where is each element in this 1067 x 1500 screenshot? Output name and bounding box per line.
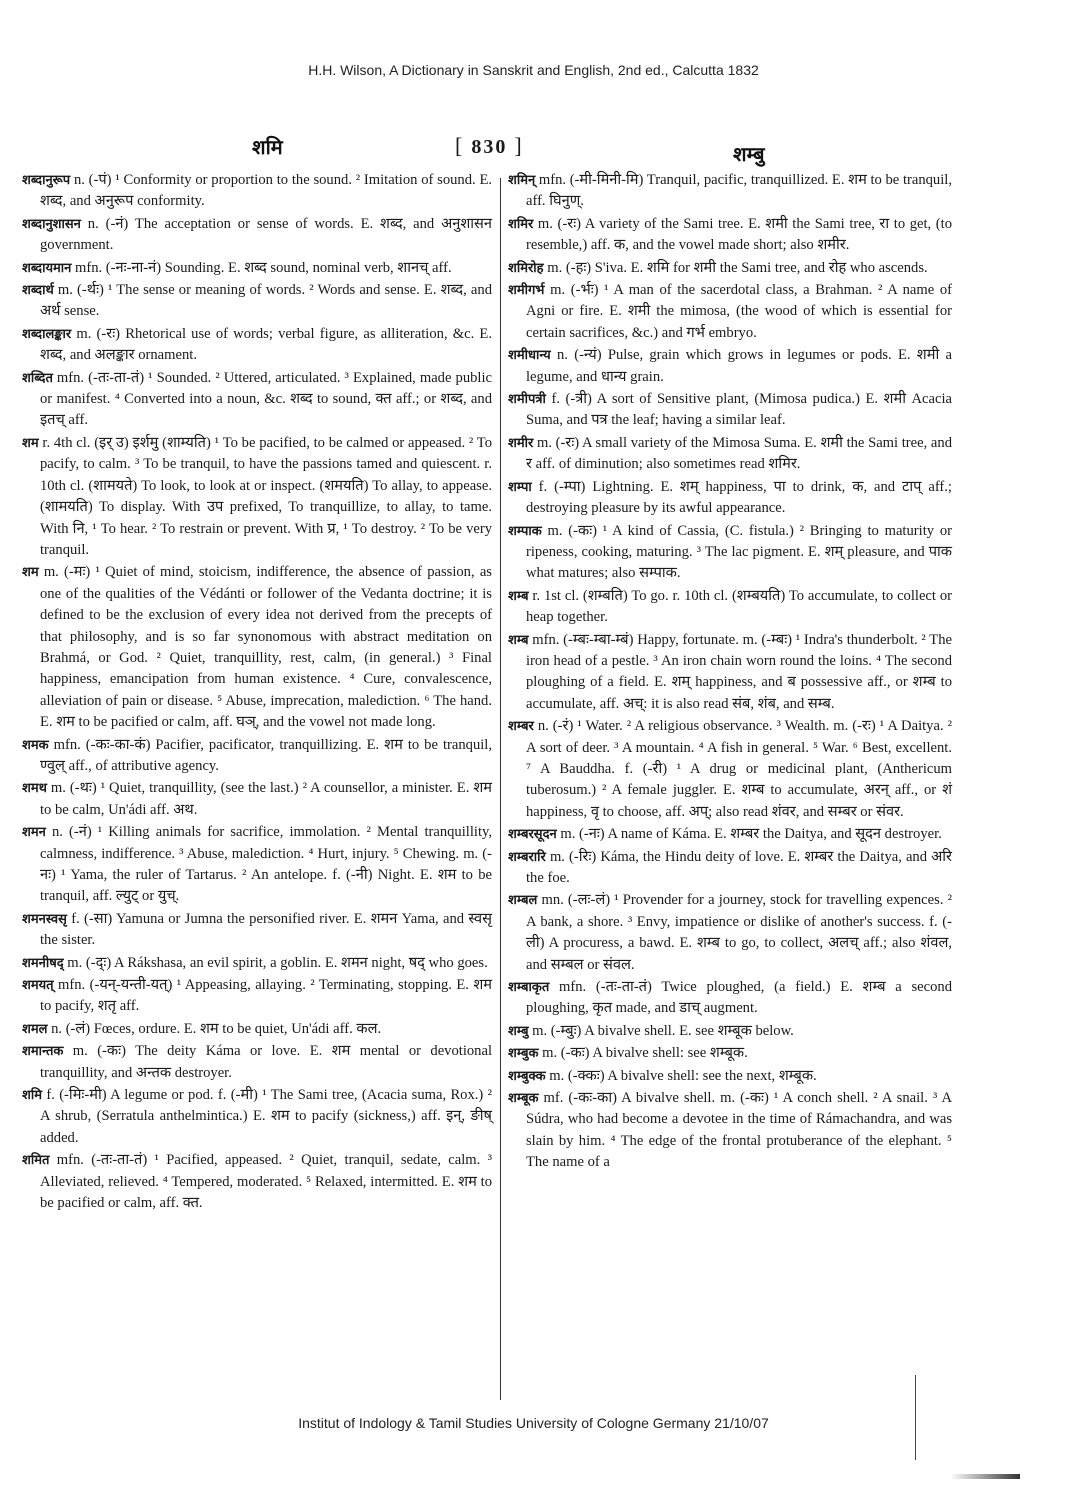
dictionary-entry [22,1041,492,1084]
entry-headword: शम्बल [508,893,538,909]
running-head-right: शम्बु [733,144,765,166]
entry-definition: m. (-रः) A small variety of the Mimosa Suma. E. शमी the Sami tree, and र aff. of diminution; also sometimes read शमिर. [526,434,952,473]
entry-headword: शब्दार्थ [22,283,54,299]
entry-headword: शमन [22,825,46,841]
entry-definition: f. (-मिः-मी) A legume or pod. f. (-मी) ¹ The Sami tree, (Acacia suma, Rox.) ² A shrub, (Serratula anthelmintica.) E. शम to pacify (sickness,) aff. इन्, ङीष् added. [40,1087,493,1146]
entry-definition: n. (-न्यं) Pulse, grain which grows in legumes or pods. E. शमी a legume, and धान्य grain. [526,347,952,385]
entry-headword: शम [22,435,39,451]
dictionary-entry [22,280,492,323]
entry-headword: शमक [22,737,49,753]
bracket-open: [ [455,133,465,158]
entry-headword: शमिरोह [508,260,544,276]
dictionary-entry [508,477,952,520]
page-number-block [455,133,524,159]
entry-definition: m. (-रिः) Káma, the Hindu deity of love. E. शम्बर the Daitya, and अरि the foe. [526,848,952,886]
dictionary-entry [22,368,492,432]
entry-definition: f. (-सा) Yamuna or Jumna the personified river. E. शमन Yama, and स्वसृ the sister. [40,910,493,949]
entry-headword: शमथ [22,781,47,797]
dictionary-entry [508,170,952,213]
entry-headword: शम्पा [508,479,532,495]
entry-definition: m. (-नः) A name of Káma. E. शम्बर the Daitya, and सूदन destroyer. [560,826,942,843]
entry-headword: शमान्तक [22,1044,64,1060]
dictionary-entry [508,977,952,1020]
entry-definition: m. (-म्बुः) A bivalve shell. E. see शम्बूक below. [532,1022,794,1039]
entry-headword: शमिन् [508,173,536,188]
entry-definition: mfn. (-तः-ता-तं) ¹ Sounded. ² Uttered, articulated. ³ Explained, made public or manifest. ⁴ Converted into a noun, &c. शब्द to sound, क्त aff.; or शब्द, and इतच् aff. [40,369,492,429]
dictionary-entry [508,1066,952,1087]
dictionary-entry [22,258,492,279]
entry-definition: mfn. (-म्बः-म्बा-म्बं) Happy, fortunate. m. (-म्बः) ¹ Indra's thunderbolt. ² The iron head of a pestle. ³ An iron chain worn round the loins. ⁴ The second ploughing of a field. E. शम् happiness, and ब possessive aff., or शम्ब to accumulate, aff. अच्: it is also read संब, शंब, and सम्ब. [526,631,952,712]
dictionary-entry [22,1019,492,1040]
entry-headword: शम्ब [508,588,529,604]
dictionary-entry [508,258,952,279]
running-head-left: शमि [252,137,283,159]
entry-definition: r. 1st cl. (शम्बति) To go. r. 10th cl. (शम्बयति) To accumulate, to collect or heap together. [526,587,952,626]
entry-definition: mfn. (-तः-ता-तं) ¹ Pacified, appeased. ² Quiet, tranquil, sedate, calm. ³ Alleviated, relieved. ⁴ Tempered, moderated. ⁵ Relaxed, intermitted. E. शम to be pacified or calm, aff. क्त. [40,1152,492,1212]
entry-headword: शमल [22,1021,48,1037]
entry-headword: शमीधान्य [508,348,551,364]
entry-definition: mf. (-कः-का) A bivalve shell. m. (-कः) ¹ A conch shell. ² A snail. ³ A Súdra, who had become a devotee in the time of Rámachandra, and was slain by him. ⁴ The edge of the frontal protuberance of the elephant. ⁵ The name of a [526,1090,952,1171]
entry-headword: शब्दानुशासन [22,216,81,232]
entry-headword: शम्बुक [508,1046,539,1062]
entry-definition: mfn. (-नः-ना-नं) Sounding. E. शब्द sound, nominal verb, शानच् aff. [75,259,452,276]
entry-definition: m. (-मः) ¹ Quiet of mind, stoicism, indifference, the absence of passion, as one of the qualities of the Védánti or follower of the Vedanta doctrine; it is defined to be the exclusion of every idea not derived from the precepts of that philosophy, and is so far synonomous with abstract meditation on Brahmá, or God. ² Quiet, tranquillity, rest, calm, (in general.) ³ Final happiness, emancipation from human existence. ⁴ Cure, convalescence, alleviation of pain or disease. ⁵ Abuse, imprecation, malediction. ⁶ The hand. E. शम to be pacified or calm, aff. घञ्, and the vowel not made long. [40,564,492,731]
source-citation: H.H. Wilson, A Dictionary in Sanskrit and English, 2nd ed., Calcutta 1832 [308,62,759,78]
entry-definition: mfn. (-कः-का-कं) Pacifier, pacificator, tranquillizing. E. शम to be tranquil, ण्वुल् aff., of attributive agency. [40,736,492,774]
entry-headword: शम्बाकृत [508,980,550,996]
entry-headword: शम्बरारि [508,849,546,865]
entry-definition: m. (-थः) ¹ Quiet, tranquillity, (see the last.) ² A counsellor, a minister. E. शम to be calm, Un'ádi aff. अथ. [40,780,492,818]
entry-definition: n. (-पं) ¹ Conformity or proportion to the sound. ² Imitation of sound. E. शब्द, and अनुरूप conformity. [40,172,493,210]
entry-definition: mn. (-लः-लं) ¹ Provender for a journey, stock for travelling expences. ² A bank, a shore. ³ Envy, impatience or dislike of another's success. f. (-ली) A procuress, a bawd. E. शम्ब to go, to collect, अलच् aff.; also शंवल, and सम्बल or संवल. [526,892,952,973]
entry-definition: n. (-लं) Fœces, ordure. E. शम to be quiet, Un'ádi aff. कल. [51,1020,382,1037]
column-divider [500,178,501,1400]
entry-headword: शब्दायमान [22,260,72,276]
right-column [508,170,952,1175]
dictionary-entry [508,586,952,629]
entry-definition: m. (-कः) The deity Káma or love. E. शम mental or devotional tranquillity, and अन्तक destroyer. [40,1043,492,1081]
dictionary-entry [508,1043,952,1064]
entry-headword: शमयत् [22,978,54,994]
entry-definition: m. (-रः) Rhetorical use of words; verbal figure, as alliteration, &c. E. शब्द, and अलङ्कार ornament. [40,325,492,364]
entry-headword: शम्बु [508,1023,529,1039]
entry-definition: m. (-रः) A variety of the Sami tree. E. शमी the Sami tree, रा to get, (to resemble,) aff. क, and the vowel made short; also शमीर. [526,215,953,254]
entry-definition: m. (-कः) ¹ A kind of Cassia, (C. fistula.) ² Bringing to maturity or ripeness, cooking, maturing. ³ The lac pigment. E. शम् pleasure, and पाक what matures; also सम्पाक. [526,522,952,582]
entry-definition: mfn. (-तः-ता-तं) Twice ploughed, (a field.) E. शम्ब a second ploughing, कृत made, and डाच् augment. [526,979,952,1017]
entry-headword: शमित [22,1153,50,1169]
dictionary-entry [22,324,492,367]
dictionary-entry [22,735,492,778]
dictionary-entry [508,890,952,976]
entry-headword: शमनीषद् [22,955,64,971]
entry-headword: शम्बर [508,719,534,735]
scan-smudge [950,1474,1020,1479]
entry-definition: f. (-म्पा) Lightning. E. शम् happiness, पा to drink, क, and टाप् aff.; destroying pleasure by its awful appearance. [526,478,952,517]
dictionary-entry [508,433,952,476]
dictionary-entry [508,824,952,845]
entry-headword: शम्बुक्क [508,1068,546,1084]
dictionary-entry [22,562,492,733]
dictionary-entry [508,716,952,823]
dictionary-entry [22,433,492,561]
dictionary-entry [22,214,492,257]
dictionary-entry [508,389,952,432]
entry-definition: m. (-र्भः) ¹ A man of the sacerdotal class, a Brahman. ² A name of Agni or fire. E. शमी the mimosa, (the wood of which is essential for certain sacrifices, &c.) and गर्भ embryo. [526,282,952,341]
entry-headword: शमीगर्भ [508,283,545,299]
dictionary-entry [22,170,492,213]
entry-definition: mfn. (-मी-मिनी-मि) Tranquil, pacific, tranquillized. E. शम to be tranquil, aff. घिनुण्. [526,172,952,210]
entry-headword: शब्दानुरूप [22,173,71,188]
entry-definition: n. (-नं) ¹ Killing animals for sacrifice, immolation. ² Mental tranquillity, calmness, indifference. ³ Abuse, malediction. ⁴ Hurt, injury. ⁵ Chewing. m. (-नः) ¹ Yama, the ruler of Tartarus. ² An antelope. f. (-नी) Night. E. शम to be tranquil, aff. ल्युट् or युच्. [40,824,492,905]
dictionary-entry [22,909,492,952]
entry-headword: शमीपत्री [508,392,546,408]
dictionary-entry [22,1085,492,1149]
entry-definition: m. (-र्थः) ¹ The sense or meaning of words. ² Words and sense. E. शब्द, and अर्थ sense. [40,282,492,320]
dictionary-entry [22,953,492,974]
entry-headword: शम्बरसूदन [508,827,557,843]
entry-headword: शम्पाक [508,523,542,539]
entry-headword: शब्दित [22,370,53,386]
entry-definition: m. (-कः) A bivalve shell: see शम्बूक. [542,1045,748,1062]
bracket-close: ] [514,133,524,158]
left-column [22,170,492,1216]
entry-headword: शम [22,565,39,581]
entry-definition: r. 4th cl. (इर् उ) इर्शमु (शाम्यति) ¹ To be pacified, to be calmed or appeased. ² To pacify, to calm. ³ To be tranquil, to have the passions tamed and quiescent. r. 10th cl. (शामयते) To look, to look at or inspect. (शमयति) To allay, to appease. (शामयति) To display. With उप prefixed, To tranquillize, to allay, to tame. With नि, ¹ To hear. ² To restrain or prevent. With प्र, ¹ To destroy. ² To be very tranquil. [40,434,492,558]
dictionary-entry [508,847,952,890]
entry-headword: शमिर [508,216,534,232]
entry-definition: m. (-क्कः) A bivalve shell: see the next, शम्बूक. [549,1067,817,1084]
dictionary-entry [22,975,492,1018]
entry-headword: शमनस्वसृ [22,911,67,927]
entry-definition: m. (-द्ः) A Rákshasa, an evil spirit, a goblin. E. शमन night, षद् who goes. [67,954,488,971]
dictionary-entry [22,1150,492,1214]
entry-headword: शम्ब [508,632,529,648]
dictionary-entry [508,214,952,257]
entry-headword: शब्दालङ्कार [22,326,72,342]
entry-headword: शमि [22,1088,42,1104]
dictionary-entry [22,778,492,821]
entry-definition: m. (-हः) S'iva. E. शमि for शमी the Sami tree, and रोह who ascends. [547,259,928,276]
dictionary-entry [508,280,952,344]
entry-definition: n. (-रं) ¹ Water. ² A religious observance. ³ Wealth. m. (-रः) ¹ A Daitya. ² A sort of deer. ³ A mountain. ⁴ A fish in general. ⁵ War. ⁶ Best, excellent. ⁷ A Bauddha. f. (-री) ¹ A drug or medicinal plant, (Anthericum tuberosum.) ² A female juggler. E. शम्ब to accumulate, अरन् aff., or शं happiness, वृ to choose, aff. अप्; also read शंवर, and सम्बर or संवर. [526,718,952,820]
entry-headword: शम्बूक [508,1091,539,1107]
dictionary-entry [508,1021,952,1042]
entry-headword: शमीर [508,435,534,451]
dictionary-entry [508,345,952,388]
dictionary-entry [508,630,952,716]
entry-definition: mfn. (-यन्-यन्ती-यत्) ¹ Appeasing, allaying. ² Terminating, stopping. E. शम to pacify, शतृ aff. [40,977,493,1015]
entry-definition: f. (-त्री) A sort of Sensitive plant, (Mimosa pudica.) E. शमी Acacia Suma, and पत्र the leaf; having a similar leaf. [526,391,952,429]
dictionary-entry [508,521,952,585]
footer-credit: Institut of Indology & Tamil Studies University of Cologne Germany 21/10/07 [298,1415,769,1431]
page-number: 830 [471,136,508,158]
dictionary-entry [508,1088,952,1174]
dictionary-entry [22,822,492,908]
entry-definition: n. (-नं) The acceptation or sense of words. E. शब्द, and अनुशासन government. [40,215,492,254]
